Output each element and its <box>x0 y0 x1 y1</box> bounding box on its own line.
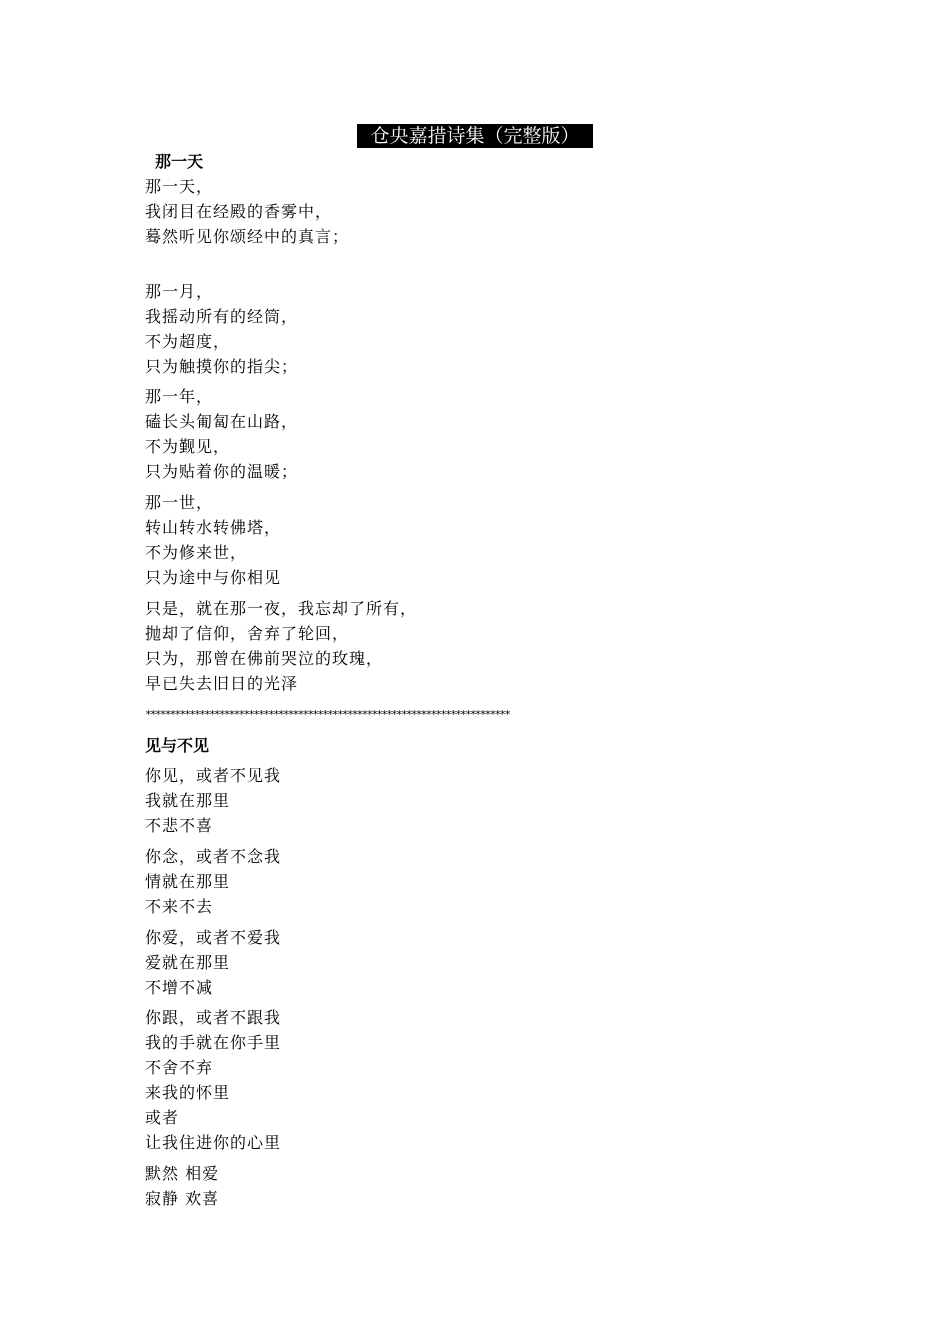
separator-line: ************************************************************************** <box>145 708 510 721</box>
poem-line: 不悲不喜 <box>145 816 214 835</box>
poem-line: 只为途中与你相见 <box>145 568 282 587</box>
poem-line: 那一月， <box>145 282 214 301</box>
poem-line: 早已失去旧日的光泽 <box>145 674 299 693</box>
poem-stanza <box>145 490 281 590</box>
poem-line: 来我的怀里 <box>145 1083 231 1102</box>
poem-stanza <box>145 1161 219 1211</box>
poem-line: 只为贴着你的温暖； <box>145 462 299 481</box>
poem-line: 我摇动所有的经筒， <box>145 307 299 326</box>
poem-title: 那一天 <box>155 152 204 171</box>
poem-line: 那一天， <box>145 177 214 196</box>
poem-stanza <box>145 925 281 1000</box>
poem-line: 默然 相爱 <box>145 1164 220 1183</box>
poem-line: 抛却了信仰，舍弃了轮回， <box>145 624 350 643</box>
poem-line: 转山转水转佛塔， <box>145 518 282 537</box>
poem-line: 那一年， <box>145 387 214 406</box>
poem-line: 只为，那曾在佛前哭泣的玫瑰， <box>145 649 384 668</box>
poem-line: 让我住进你的心里 <box>145 1133 282 1152</box>
poem-stanza <box>145 596 417 696</box>
poem-line: 那一世， <box>145 493 214 512</box>
poem-stanza <box>145 279 298 379</box>
poem-line: 我就在那里 <box>145 791 231 810</box>
poem-line: 情就在那里 <box>145 872 231 891</box>
poem-line: 不为修来世， <box>145 543 248 562</box>
poem-line: 我的手就在你手里 <box>145 1033 282 1052</box>
poem-line: 你爱，或者不爱我 <box>145 928 282 947</box>
poem-line: 只为触摸你的指尖； <box>145 357 299 376</box>
poem-stanza <box>145 174 349 249</box>
poem-line: 你念，或者不念我 <box>145 847 282 866</box>
poem-line: 只是，就在那一夜，我忘却了所有， <box>145 599 418 618</box>
poem-line: 不来不去 <box>145 897 214 916</box>
poem-line: 或者 <box>145 1108 180 1127</box>
poem-line: 不为觐见， <box>145 437 231 456</box>
poem-line: 不舍不弃 <box>145 1058 214 1077</box>
poem-stanza <box>145 384 298 484</box>
poem-line: 不为超度， <box>145 332 231 351</box>
poem-line: 不增不减 <box>145 978 214 997</box>
poem-stanza <box>145 1005 281 1155</box>
poem-line: 寂静 欢喜 <box>145 1189 220 1208</box>
poem-title: 见与不见 <box>145 736 210 755</box>
document-title: 仓央嘉措诗集（完整版） <box>357 124 593 148</box>
poem-stanza <box>145 844 281 919</box>
poem-line: 我闭目在经殿的香雾中， <box>145 202 333 221</box>
poem-stanza <box>145 763 281 838</box>
poem-line: 爱就在那里 <box>145 953 231 972</box>
poem-line: 你见，或者不见我 <box>145 766 282 785</box>
poem-line: 你跟，或者不跟我 <box>145 1008 282 1027</box>
poem-line: 蓦然听见你颂经中的真言； <box>145 227 350 246</box>
poem-line: 磕长头匍匐在山路， <box>145 412 299 431</box>
